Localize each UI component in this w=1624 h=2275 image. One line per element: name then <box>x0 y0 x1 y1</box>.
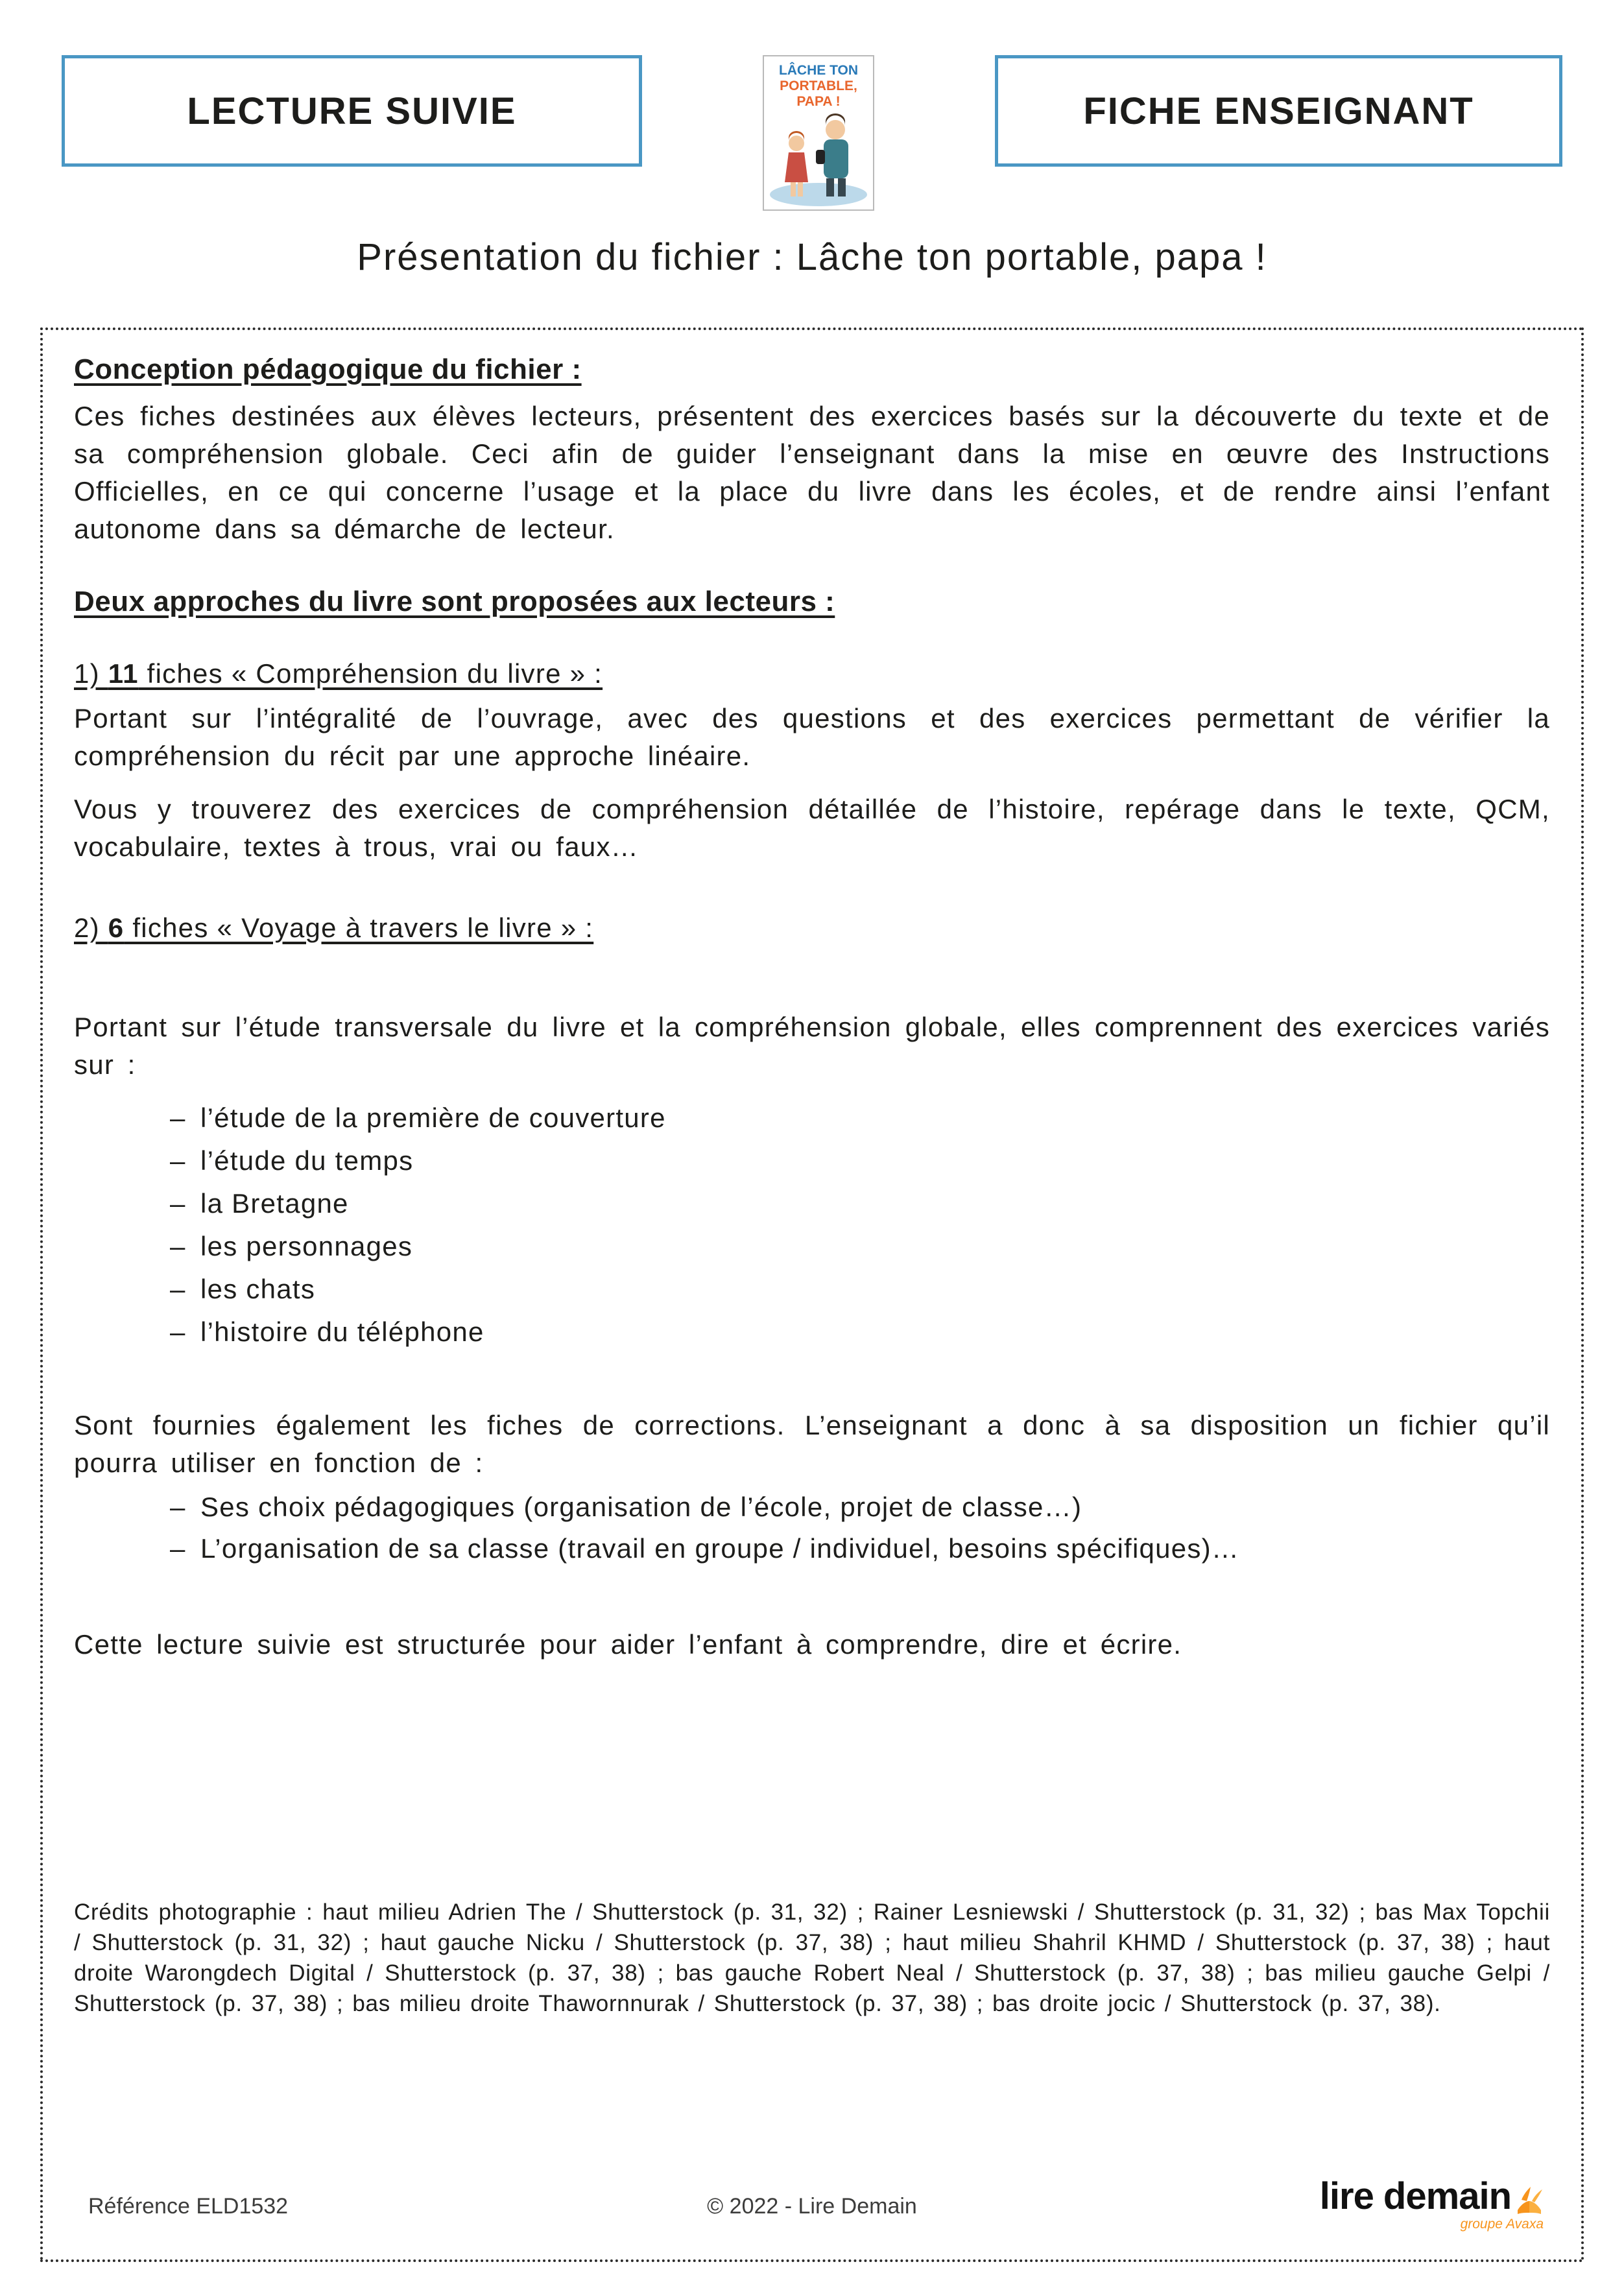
dash-marker: – <box>170 1274 186 1304</box>
approche-2-count: 6 <box>108 912 125 943</box>
open-book-icon <box>1515 2184 1544 2215</box>
paragraph-corrections: Sont fournies également les fiches de corrections. L’enseignant a donc à sa disposition un fichier qu’il pourra utiliser en fonction de : <box>74 1410 1550 1478</box>
paragraph-closing: Cette lecture suivie est structurée pour aider l’enfant à comprendre, dire et écrire. <box>74 1629 1182 1660</box>
list-item: – l’étude du temps <box>170 1145 414 1176</box>
logo-subtext: groupe Avaxa <box>1460 2217 1544 2232</box>
book-cover-thumbnail <box>763 55 874 211</box>
dash-marker: – <box>170 1145 186 1176</box>
content-inner <box>74 353 1550 2019</box>
heading-approche-1 <box>74 658 1550 689</box>
dash-marker: – <box>170 1316 186 1347</box>
approche-1-count: 11 <box>108 658 139 689</box>
section-heading-deux-approches: Deux approches du livre sont proposées aux lecteurs : <box>74 586 835 617</box>
book-cover-illustration <box>763 55 874 211</box>
approche-1-prefix: 1) <box>74 658 108 689</box>
heading-approche-2 <box>74 912 1550 944</box>
approche-2-rest: fiches « Voyage à travers le livre » : <box>124 912 594 943</box>
dash-marker: – <box>170 1231 186 1261</box>
svg-text:PAPA !: PAPA ! <box>796 94 841 109</box>
fiche-enseignant-label: FICHE ENSEIGNANT <box>1083 89 1474 132</box>
list-item: – Ses choix pédagogiques (organisation de l’école, projet de classe…) <box>170 1492 1082 1522</box>
dash-marker: – <box>170 1533 186 1564</box>
svg-text:LÂCHE TON: LÂCHE TON <box>778 63 859 78</box>
footer-reference: Référence ELD1532 <box>88 2194 289 2219</box>
corrections-options-list <box>74 1492 1550 1564</box>
lire-demain-logo <box>1319 2175 1544 2232</box>
dash-marker: – <box>170 1102 186 1133</box>
dash-marker: – <box>170 1492 186 1522</box>
page-title: Présentation du fichier : Lâche ton portable, papa ! <box>357 236 1267 278</box>
list-item: – la Bretagne <box>170 1188 349 1219</box>
page-header <box>0 0 1624 211</box>
fiche-enseignant-box <box>995 55 1562 167</box>
photo-credits: Crédits photographie : haut milieu Adrien The / Shutterstock (p. 31, 32) ; Rainer Lesniewski / Shutterstock (p. 31, 32) ; bas Max Topchii / Shutterstock (p. 31, 32) ; haut gauche Nicku / Shutterstock (p. 37, 38) ; haut milieu Shahril KHMD / Shutterstock (p. 37, 38) ; haut droite Warongdech Digital / Shutterstock (p. 37, 38) ; bas gauche Robert Neal / Shutterstock (p. 37, 38) ; bas milieu gauche Gelpi / Shutterstock (p. 37, 38) ; bas milieu droite Thawornnurak / Shutterstock (p. 37, 38) ; bas droite jocic / Shutterstock (p. 37, 38). <box>74 1900 1550 2016</box>
svg-text:PORTABLE,: PORTABLE, <box>780 78 857 93</box>
lecture-suivie-box <box>62 55 642 167</box>
content-box <box>40 328 1584 2262</box>
voyage-topics-list <box>74 1103 1550 1347</box>
section-heading-conception: Conception pédagogique du fichier : <box>74 353 582 385</box>
page-footer <box>74 2166 1550 2237</box>
dash-marker: – <box>170 1188 186 1219</box>
approche-2-prefix: 2) <box>74 912 108 943</box>
paragraph-approche-1b: Vous y trouverez des exercices de compréhension détaillée de l’histoire, repérage dans le texte, QCM, vocabulaire, textes à trous, vrai ou faux… <box>74 794 1550 862</box>
paragraph-conception: Ces fiches destinées aux élèves lecteurs, présentent des exercices basés sur la découverte du texte et de sa compréhension globale. Ceci afin de guider l’enseignant dans la mise en œuvre des Instructions Officielles, en ce qui concerne l’usage et la place du livre dans les écoles, et de rendre ainsi l’enfant autonome dans sa démarche de lecteur. <box>74 401 1550 544</box>
list-item: – les personnages <box>170 1231 413 1261</box>
approche-1-rest: fiches « Compréhension du livre » : <box>138 658 603 689</box>
list-item: – L’organisation de sa classe (travail en groupe / individuel, besoins spécifiques)… <box>170 1533 1240 1564</box>
logo-text: lire demain <box>1319 2175 1511 2217</box>
list-item: – les chats <box>170 1274 316 1304</box>
list-item: – l’étude de la première de couverture <box>170 1102 666 1133</box>
paragraph-approche-1a: Portant sur l’intégralité de l’ouvrage, avec des questions et des exercices permettant de vérifier la compréhension du récit par une approche linéaire. <box>74 703 1550 771</box>
list-item: – l’histoire du téléphone <box>170 1316 484 1347</box>
footer-copyright: © 2022 - Lire Demain <box>707 2194 917 2219</box>
lecture-suivie-label: LECTURE SUIVIE <box>187 89 517 132</box>
paragraph-approche-2: Portant sur l’étude transversale du livre et la compréhension globale, elles comprennent des exercices variés sur : <box>74 1012 1550 1080</box>
